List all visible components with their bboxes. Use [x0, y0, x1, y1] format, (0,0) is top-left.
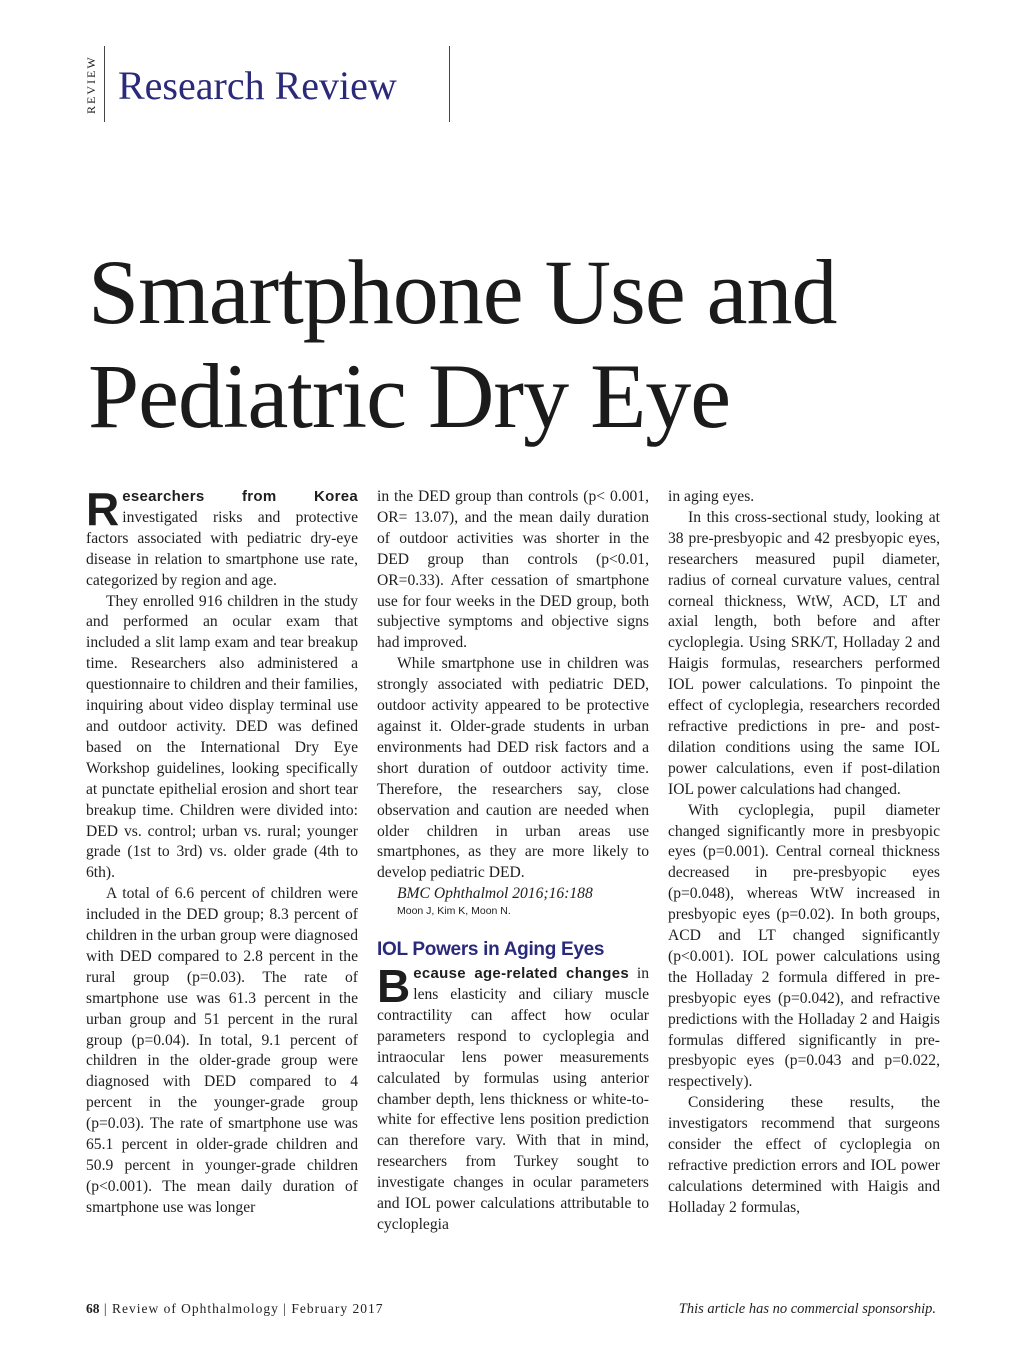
column-3: [668, 487, 940, 1219]
headline-line-2: Pediatric Dry Eye: [88, 345, 731, 447]
headline-line-1: Smartphone Use and: [88, 241, 837, 343]
article-headline: [88, 240, 948, 448]
article2-paragraph-2: In this cross-sectional study, looking at 38 pre-presbyopic and 42 presbyopic eyes, researchers measured pupil diameter, radius of corneal curvature values, central corneal thickness, WtW, ACD, LT and axial length, both before and after cycloplegia. Using SRK/T, Holladay 2 and Haigis formulas, researchers performed IOL power calculations. To pinpoint the effect of cycloplegia, researchers recorded refractive predictions in pre- and post-dilation conditions using the same IOL power calculations, even if post-dilation IOL power calculations had changed.: [668, 508, 940, 798]
article1-authors: Moon J, Kim K, Moon N.: [397, 905, 511, 918]
article1-paragraph-4: While smartphone use in children was strongly associated with pediatric DED, outdoor activity appeared to be protective against it. Older-grade students in urban environments had DED risk factors and a short duration of outdoor activity time. Therefore, the researchers say, close observation and caution are needed when older children in urban areas use smartphones, as they are more likely to develop pediatric DED.: [377, 655, 649, 882]
article2-subhead: IOL Powers in Aging Eyes: [377, 939, 605, 961]
article1-dropcap: R: [86, 483, 120, 535]
article2-paragraph-3: With cycloplegia, pupil diameter changed significantly more in presbyopic eyes (p=0.001). Central corneal thickness decreased in pre-presbyopic eyes (p=0.048), whereas WtW increased in presbyopic eyes (p=0.02). In both groups, ACD and LT changed significantly (p<0.001). IOL power calculations using the Holladay 2 formula differed in pre-presbyopic eyes (p=0.042), and refractive predictions with the Holladay 2 and Haigis formulas differed significantly in pre-presbyopic eyes (p=0.043 and p=0.022, respectively).: [668, 801, 940, 1091]
article2-paragraph-1: [377, 960, 650, 1236]
article1-leadin: esearchers from Korea: [122, 488, 358, 505]
sponsorship-note: This article has no commercial sponsorship.: [678, 1301, 936, 1317]
article1-paragraph-1: [86, 483, 358, 592]
article2-paragraph-1-cont: in aging eyes.: [668, 488, 755, 505]
article1-paragraph-3: A total of 6.6 percent of children were included in the DED group; 8.3 percent of children in the urban group were diagnosed with DED compared to 2.8 percent in the rural group (p=0.03). The rate of smartphone use was 61.3 percent in the urban group and 51 percent in the rural group (p=0.04). In total, 9.1 percent of children in the older-grade group were diagnosed with DED compared to 4 percent in the younger-grade group (p=0.03). The rate of smartphone use was 65.1 percent in older-grade children and 50.9 percent in younger-grade children (p<0.001). The mean daily duration of smartphone use was longer: [86, 885, 358, 1216]
header-divider-left: [104, 46, 105, 122]
page-number: 68: [86, 1301, 100, 1316]
footer-publication-info: [86, 1301, 384, 1317]
header-divider-right: [449, 46, 450, 122]
column-1: [86, 483, 358, 1219]
section-vertical-label: REVIEW: [84, 55, 98, 115]
publication-name: | Review of Ophthalmology | February 2017: [99, 1301, 384, 1316]
article1-p1-text: investigated risks and protective factors associated with pediatric dry-eye disease in relation to smartphone use rate, categorized by region and age.: [86, 508, 358, 589]
article1-paragraph-3-cont: in the DED group than controls (p< 0.001, OR= 13.07), and the mean daily duration of outdoor activities was shorter in the DED group than controls (p<0.01, OR=0.33). After cessation of smartphone use for four weeks in the DED group, both subjective symptoms and objective signs had improved.: [377, 488, 649, 652]
column-2: [377, 487, 649, 1236]
article2-paragraph-4: Considering these results, the investigators recommend that surgeons consider the effect of cycloplegia on refractive prediction errors and IOL power calculations determined with Haigis and Holladay 2 formulas,: [668, 1094, 940, 1216]
article2-dropcap: B: [377, 960, 411, 1013]
article1-paragraph-2: They enrolled 916 children in the study and performed an ocular exam that included a slit lamp exam and tear breakup time. Researchers also administered a questionnaire to children and their families, inquiring about video display terminal use and outdoor activity. DED was defined based on the International Dry Eye Workshop guidelines, looking specifically at punctate epithelial erosion and short tear breakup time. Children were divided into: DED vs. control; urban vs. rural; younger grade (1st to 3rd) vs. older grade (4th to 6th).: [86, 592, 358, 882]
article1-citation: BMC Ophthalmol 2016;16:188: [397, 885, 593, 903]
article2-leadin: ecause age-related changes: [413, 965, 630, 983]
article2-p1-text: in lens elasticity and ciliary muscle contractility can affect how ocular parameters respond to cycloplegia and intraocular lens power measurements calculated by formulas using anterior chamber depth, lens thickness or white-to-white for effective lens position prediction can therefore vary. With that in mind, researchers from Turkey sought to investigate changes in ocular parameters and IOL power calculations attributable to cycloplegia: [377, 965, 650, 1233]
section-title: Research Review: [118, 63, 397, 108]
